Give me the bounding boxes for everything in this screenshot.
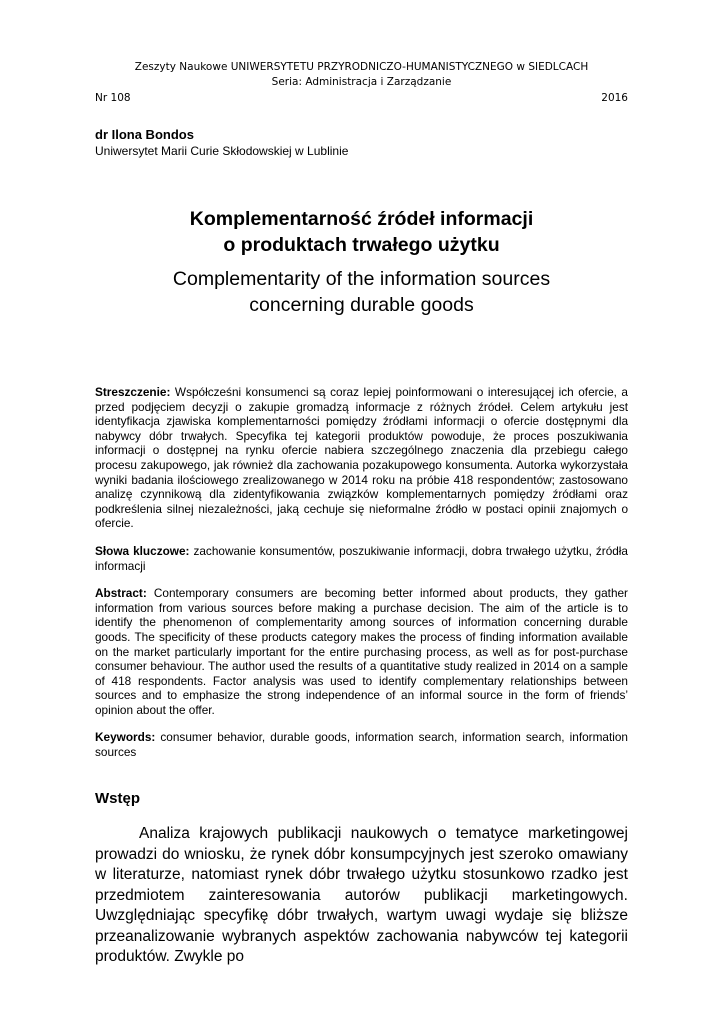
title-polish-line-2: o produktach trwałego użytku [223, 234, 500, 256]
abstract-text: Contemporary consumers are becoming better informed about products, they gather information from various sources before making a purchase decision. The aim of the article is to identify the phenomenon of complementarity among sources of information concerning durable goods. The specificity of these products category makes the process of finding information available on the market particularly important for the entire purchasing process, as well as for post-purchase consumer behaviour. The author used the results of a quantitative study realized in 2014 on a sample of 418 respondents. Factor analysis was used to identify complementary relationships between sources and to emphasize the strong independence of an informal source in the form of friends’ opinion about the offer. [95, 586, 628, 717]
issue-line [95, 92, 628, 104]
author-name: dr Ilona Bondos [95, 127, 194, 142]
keywords-text: consumer behavior, durable goods, information search, information search, information sources [95, 730, 628, 760]
section-heading: Wstęp [95, 790, 140, 807]
streszczenie-label: Streszczenie: [95, 385, 171, 399]
title-polish-line-1: Komplementarność źródeł informacji [189, 208, 534, 230]
title-english [95, 266, 628, 318]
intro-paragraph: Analiza krajowych publikacji naukowych o tematyce marketingowej prowadzi do wniosku, że rynek dóbr konsumpcyjnych jest szeroko omawiany w literaturze, natomiast rynek dóbr trwałego użytku stosunkowo rzadko jest przedmiotem zainteresowania autorów publikacji marketingowych. Uwzględniając specyfikę dóbr trwałych, wartym uwagi wydaje się bliższe przeanalizowanie wybranych aspektów zachowania nabywców tej kategorii produktów. Zwykle po [95, 825, 628, 965]
abstract-label: Abstract: [95, 586, 147, 601]
slowa-kluczowe-paragraph [95, 544, 628, 573]
title-english-line-2: concerning durable goods [249, 294, 474, 316]
streszczenie-text: Współcześni konsumenci są coraz lepiej poinformowani o interesującej ich ofercie, a przed podjęciem decyzji o zakupie gromadzą informacje z różnych źródeł. Celem artykułu jest identyfikacja zjawiska komplementarności pomiędzy źródłami informacji o ofercie dostępnymi dla nabywcy dóbr trwałych. Specyfika tej kategorii produktów powoduje, że proces poszukiwania informacji o dostępnej na rynku ofercie nabiera szczególnego znaczenia dla przebiegu całego procesu zakupowego, jak również dla zachowania pozakupowego konsumenta. Autorka wykorzystała wyniki badania ilościowego zrealizowanego w 2014 roku na próbie 418 respondentów; zastosowano analizę czynnikową dla zidentyfikowania związków komplementarnych pomiędzy źródłami oraz podkreślenia silnej niezależności, jaką cechuje się nieformalne źródło w postaci opinii znajomych o ofercie. [95, 385, 628, 531]
slowa-kluczowe-label: Słowa kluczowe: [95, 543, 190, 558]
keywords-paragraph [95, 730, 628, 759]
keywords-label: Keywords: [95, 730, 156, 745]
title-english-line-1: Complementarity of the information sources [172, 268, 551, 290]
journal-series: Seria: Administracja i Zarządzanie [271, 76, 452, 88]
abstract-paragraph [95, 586, 628, 717]
journal-header [0, 60, 723, 90]
author-affiliation: Uniwersytet Marii Curie Skłodowskiej w Lublinie [95, 144, 349, 158]
issue-year: 2016 [601, 92, 628, 104]
abstracts-block [95, 385, 628, 773]
title-polish [95, 206, 628, 258]
slowa-kluczowe-text: zachowanie konsumentów, poszukiwanie informacji, dobra trwałego użytku, źródła informacji [95, 543, 628, 573]
author-block [95, 127, 628, 159]
streszczenie-paragraph [95, 385, 628, 531]
issue-number: Nr 108 [95, 92, 131, 104]
journal-name: Zeszyty Naukowe UNIWERSYTETU PRZYRODNICZO-HUMANISTYCZNEGO w SIEDLCACH [134, 61, 589, 73]
